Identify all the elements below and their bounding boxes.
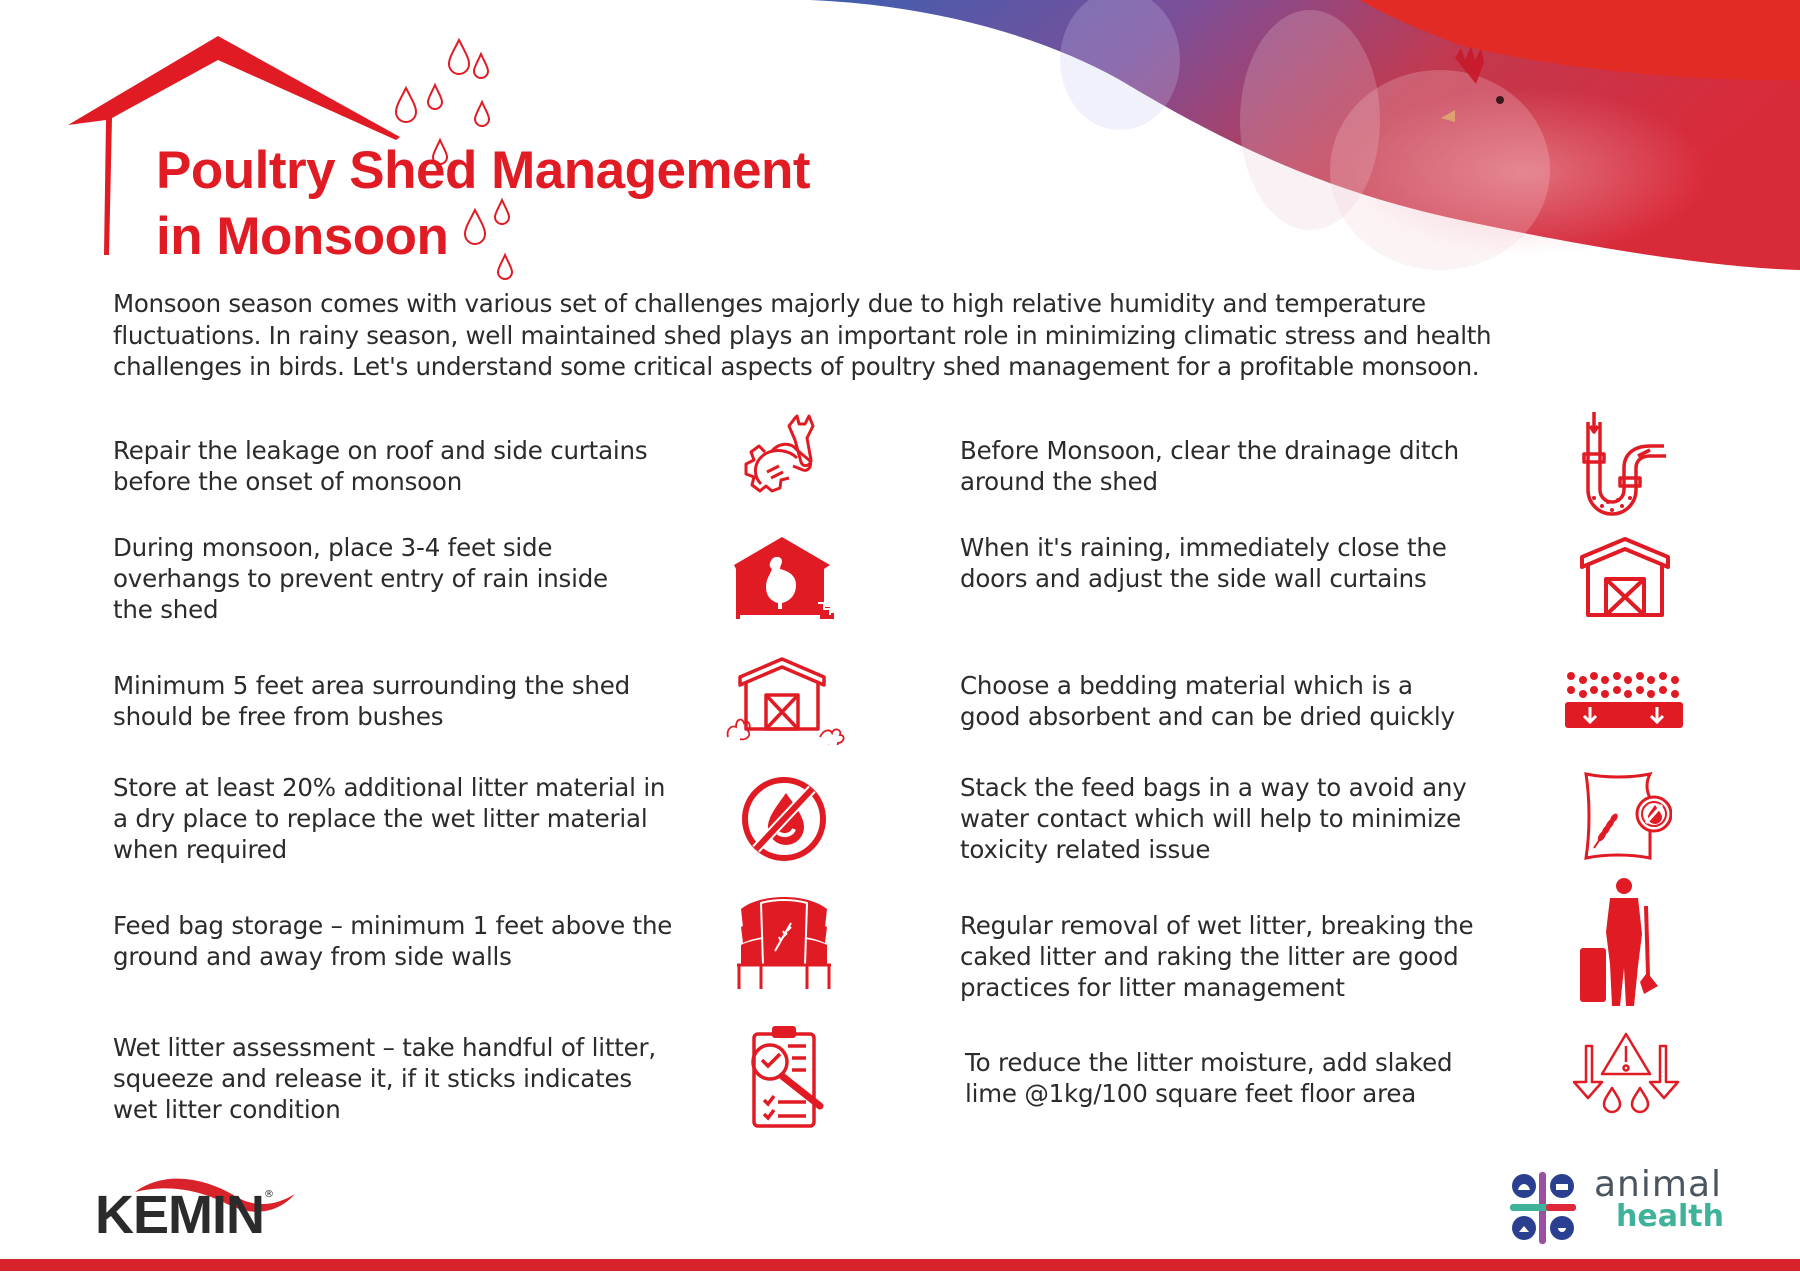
tip-right-3: Choose a bedding material which is a good absorbent and can be dried quickly: [960, 671, 1455, 731]
tip-left-2: During monsoon, place 3-4 feet side overhangs to prevent entry of rain inside the shed: [113, 533, 608, 624]
feed-bags-stack-icon: [735, 895, 833, 993]
tip-right-1: Before Monsoon, clear the drainage ditch around the shed: [960, 436, 1459, 496]
closed-barn-icon: [1578, 535, 1672, 621]
tip-right-2: When it's raining, immediately close the doors and adjust the side wall curtains: [960, 533, 1447, 593]
health-wordmark: health: [1616, 1199, 1724, 1234]
moisture-warning-icon: [1568, 1030, 1684, 1120]
tip-right-5: Regular removal of wet litter, breaking the caked litter and raking the litter are good practices for litter management: [960, 911, 1474, 1002]
kemin-logo: [95, 1170, 274, 1245]
worker-cleaning-icon: [1580, 876, 1670, 1008]
intro-paragraph: Monsoon season comes with various set of challenges majorly due to high relative humidity and temperature fluctuations. In rainy season, well maintained shed plays an important role in minimizing climatic stress and health challenges in birds. Let's understand some critical aspects of poultry shed management for a profitable monsoon.: [113, 289, 1492, 381]
absorbent-bedding-icon: [1565, 668, 1685, 730]
animal-health-cross-icon: [1508, 1170, 1578, 1246]
tip-right-6: To reduce the litter moisture, add slaked lime @1kg/100 square feet floor area: [965, 1048, 1453, 1108]
tip-left-5: Feed bag storage – minimum 1 feet above the ground and away from side walls: [113, 911, 673, 971]
tip-left-3: Minimum 5 feet area surrounding the shed should be free from bushes: [113, 671, 630, 731]
tip-left-6: Wet litter assessment – take handful of litter, squeeze and release it, if it sticks indicates wet litter condition: [113, 1033, 656, 1124]
chicken-house-icon: [732, 535, 838, 621]
tip-left-1: Repair the leakage on roof and side curtains before the onset of monsoon: [113, 436, 648, 496]
animal-wordmark: animal: [1594, 1164, 1723, 1205]
registered-mark: ®: [264, 1189, 274, 1200]
no-water-icon: [740, 775, 828, 863]
shed-bushes-icon: [722, 655, 846, 745]
title-line-1: Poultry Shed Management: [156, 141, 811, 200]
tip-left-4: Store at least 20% additional litter material in a dry place to replace the wet litter material when required: [113, 773, 666, 864]
page-title: [156, 138, 810, 270]
bottom-red-bar: [0, 1259, 1800, 1271]
title-line-2: in Monsoon: [156, 207, 449, 266]
tip-right-4: Stack the feed bags in a way to avoid any water contact which will help to minimize toxicity related issue: [960, 773, 1467, 864]
drain-pipe-icon: [1580, 410, 1670, 520]
checklist-magnifier-icon: [740, 1022, 834, 1130]
kemin-wordmark: KEMIN: [95, 1185, 264, 1245]
feed-bag-no-water-icon: [1580, 768, 1672, 864]
repair-wrench-gear-icon: [735, 412, 831, 518]
